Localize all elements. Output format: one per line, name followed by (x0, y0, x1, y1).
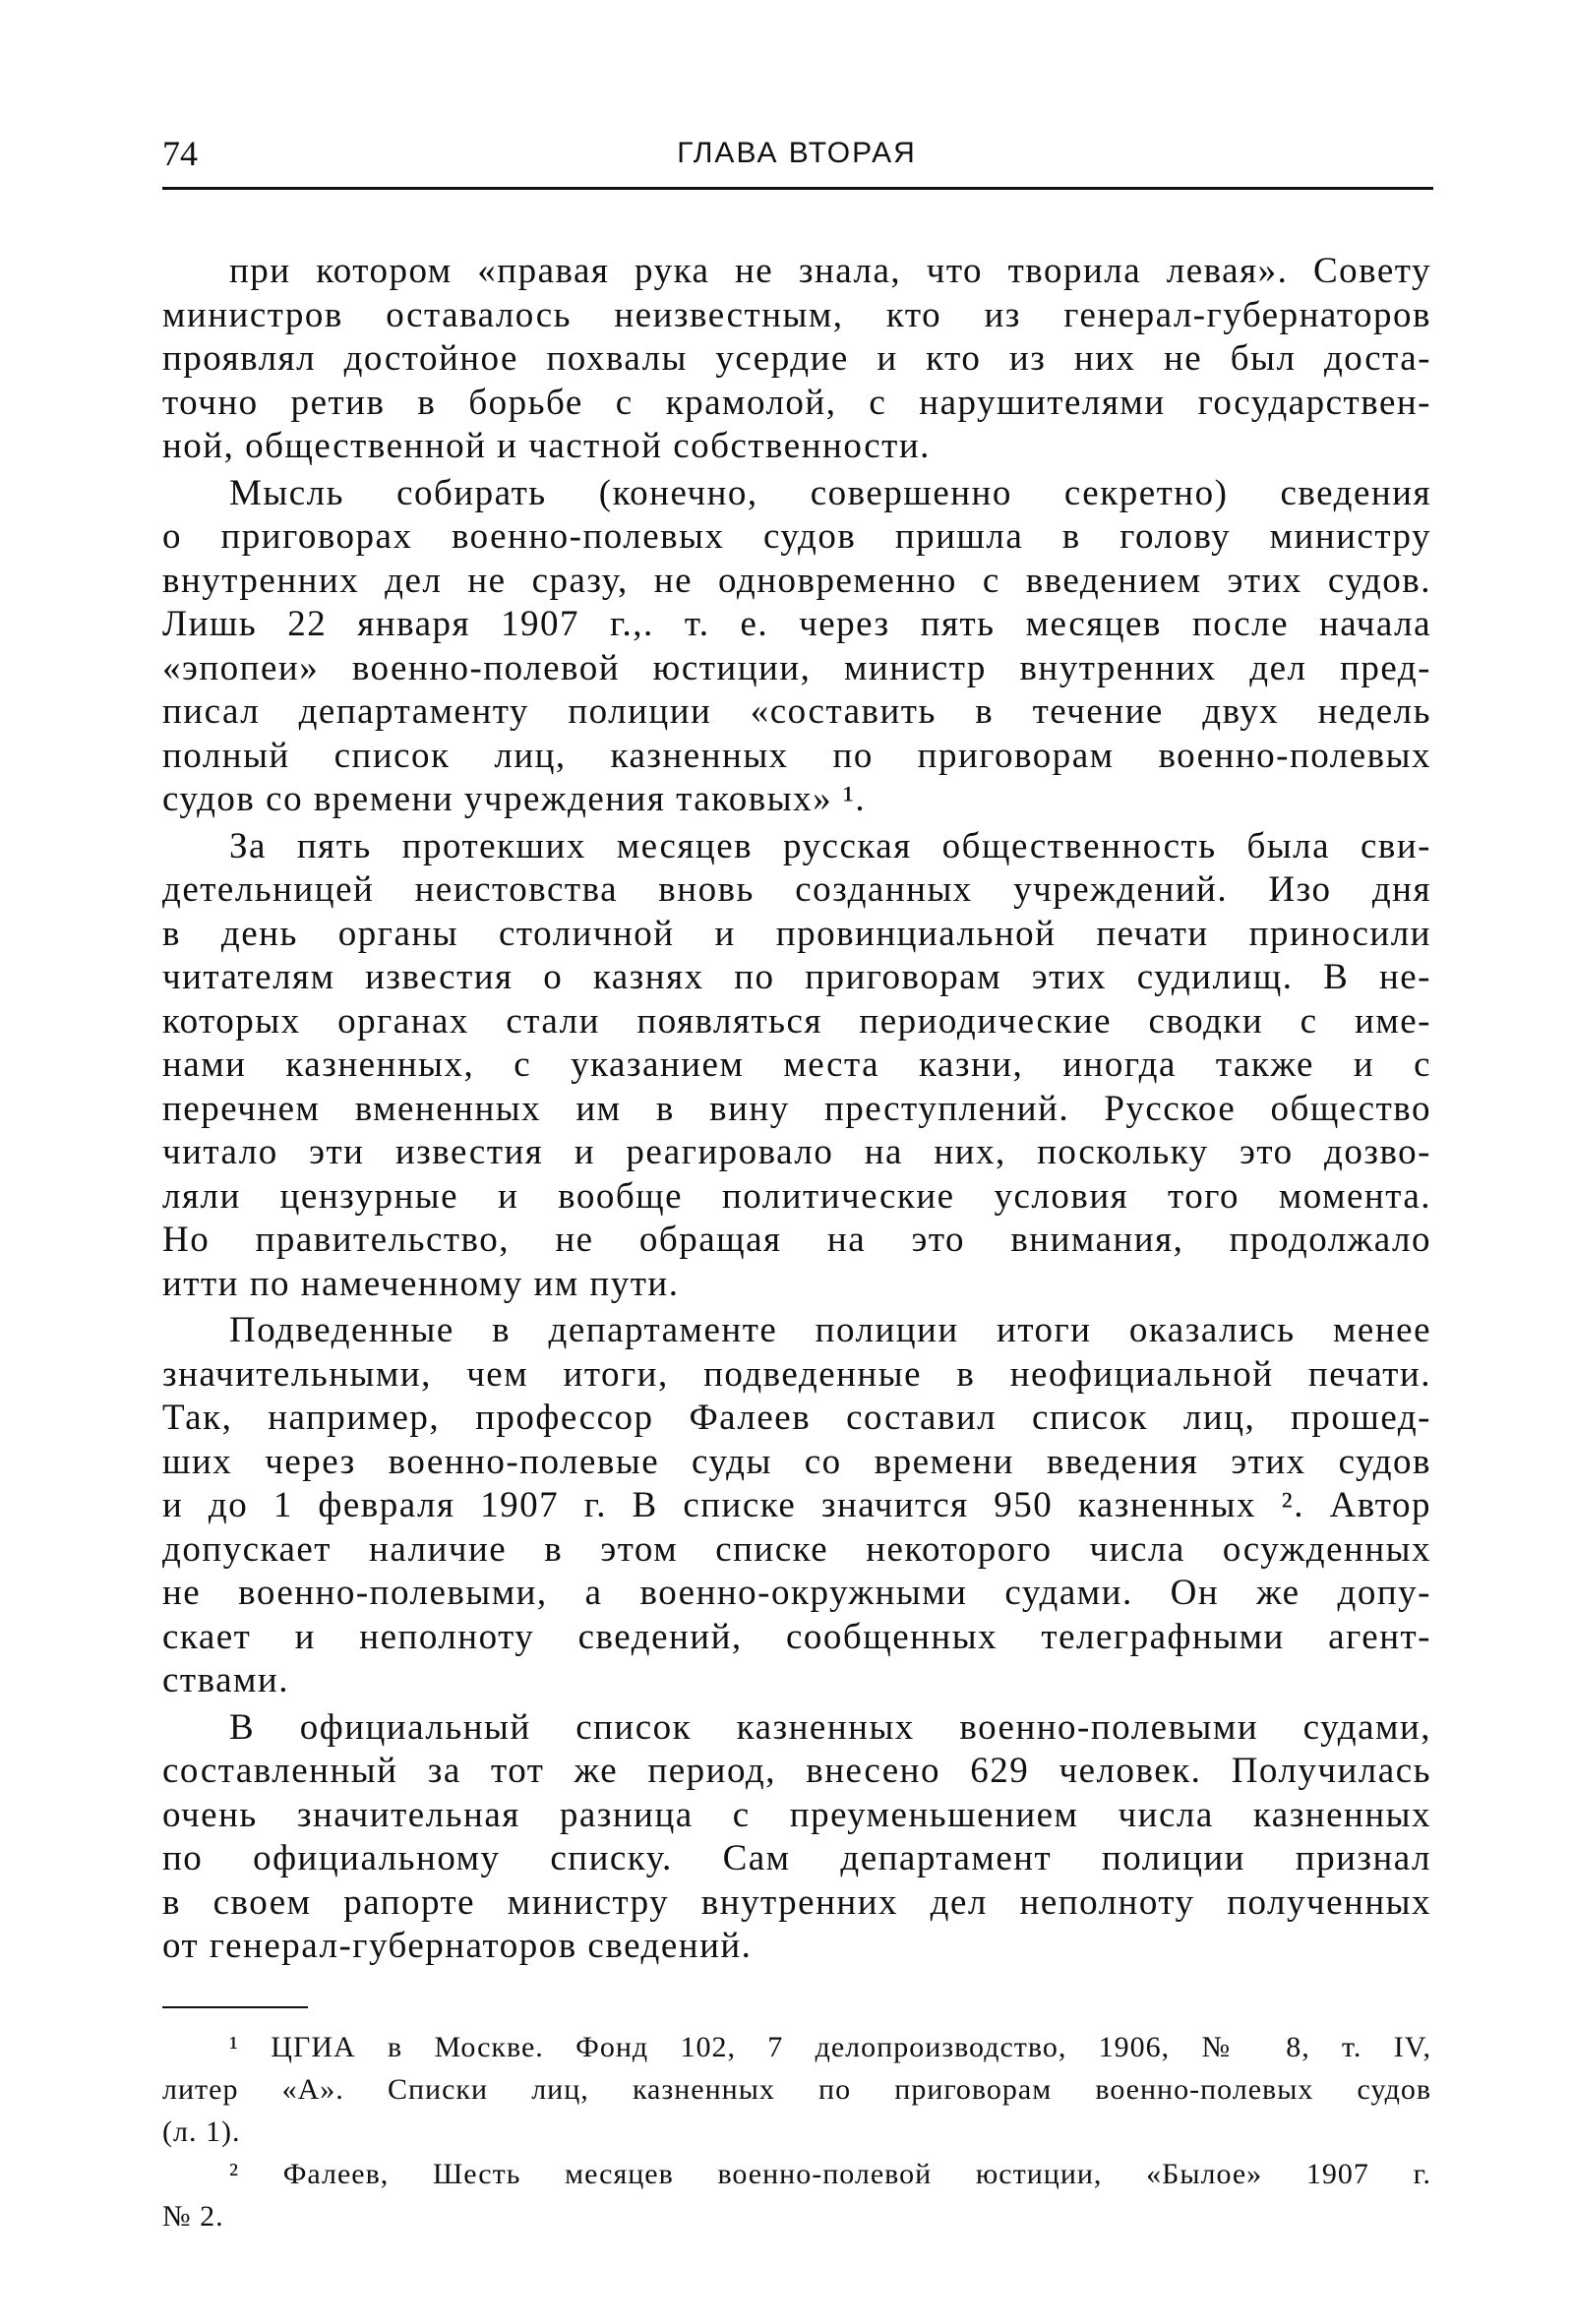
text-line: Так, например, профессор Фалеев составил список лиц, прошед- (162, 1398, 1431, 1438)
text-line: детельницей неистовства вновь созданных учреждений. Изо дня (162, 869, 1431, 910)
text-line: Но правительство, не обращая на это внимания, продолжало (162, 1220, 1431, 1260)
text-line: в день органы столичной и провинциальной печати приносили (162, 913, 1431, 954)
footnote-rule (162, 2006, 308, 2008)
text-line: читателям известия о казнях по приговорам этих судилищ. В не- (162, 957, 1431, 997)
paragraph (162, 825, 1431, 1307)
text-line: составленный за тот же период, внесено 629 человек. Получилась (162, 1751, 1431, 1791)
footnote (162, 2153, 1431, 2237)
text-line: точно ретив в борьбе с крамолой, с нарушителями государствен- (162, 382, 1431, 423)
text-line: допускает наличие в этом списке некоторого числа осужденных (162, 1528, 1431, 1570)
footnote (162, 2026, 1431, 2153)
text-line: ляли цензурные и вообще политические условия того момента. (162, 1175, 1431, 1217)
paragraph (162, 250, 1431, 469)
running-title: ГЛАВА ВТОРАЯ (677, 137, 917, 169)
text-line: значительными, чем итоги, подведенные в неофициальной печати. (162, 1353, 1431, 1395)
running-header (162, 133, 1431, 182)
text-line: «эпопеи» военно-полевой юстиции, министр внутренних дел пред- (162, 647, 1431, 688)
text-line: внутренних дел не сразу, не одновременно с введением этих судов. (162, 560, 1431, 601)
text-line: перечнем вмененных им в вину преступлений. Русское общество (162, 1088, 1431, 1129)
text-line: от генерал-губернаторов сведений. (162, 1926, 753, 1966)
text-line: в своем рапорте министру внутренних дел неполноту полученных (162, 1881, 1431, 1923)
body-text (162, 247, 1431, 1969)
text-line: при котором «правая рука не знала, что творила левая». Совету (229, 251, 1431, 291)
text-line: литер «А». Списки лиц, казненных по приговорам военно-полевых судов (162, 2073, 1431, 2106)
footnotes (162, 2026, 1431, 2237)
text-line: по официальному списку. Сам департамент полиции признал (162, 1838, 1431, 1878)
text-line: которых органах стали появляться периодические сводки с име- (162, 1000, 1431, 1042)
text-line: (л. 1). (162, 2115, 241, 2148)
text-line: читало эти известия и реагировало на них, поскольку это дозво- (162, 1132, 1431, 1172)
page-number: 74 (162, 134, 198, 173)
text-line: полный список лиц, казненных по приговорам военно-полевых (162, 735, 1431, 776)
text-line: итти по намеченному им пути. (162, 1263, 680, 1304)
text-line: судов со времени учреждения таковых» ¹. (162, 779, 867, 819)
text-line: и до 1 февраля 1907 г. В списке значится 950 казненных ². Автор (162, 1485, 1431, 1525)
text-line: нами казненных, с указанием места казни, иногда также и с (162, 1044, 1431, 1085)
text-line: ствами. (162, 1660, 289, 1700)
text-line: ной, общественной и частной собственности. (162, 426, 931, 466)
text-line: очень значительная разница с преуменьшением числа казненных (162, 1794, 1431, 1835)
text-line: ² Фалеев, Шесть месяцев военно-полевой юстиции, «Былое» 1907 г. (229, 2158, 1431, 2190)
text-line: о приговорах военно-полевых судов пришла в голову министру (162, 516, 1431, 557)
text-line: № 2. (162, 2200, 224, 2233)
text-line: проявлял достойное похвалы усердие и кто из них не был доста- (162, 338, 1431, 379)
text-line: скает и неполноту сведений, сообщенных телеграфными агент- (162, 1616, 1431, 1657)
header-rule (162, 187, 1433, 190)
text-line: Лишь 22 января 1907 г.,. т. е. через пять месяцев после начала (162, 604, 1431, 644)
paragraph (162, 1309, 1431, 1703)
paragraph (162, 1706, 1431, 1969)
text-line: В официальный список казненных военно-полевыми судами, (229, 1706, 1431, 1748)
text-line: Подведенные в департаменте полиции итоги оказались менее (229, 1310, 1431, 1350)
text-line: ших через военно-полевые суды со времени введения этих судов (162, 1441, 1431, 1482)
text-line: писал департаменту полиции «составить в течение двух недель (162, 691, 1431, 732)
text-line: За пять протекших месяцев русская общественность была сви- (229, 825, 1431, 866)
text-line: не военно-полевыми, а военно-окружными судами. Он же допу- (162, 1573, 1431, 1613)
text-line: министров оставалось неизвестным, кто из генерал-губернаторов (162, 294, 1431, 335)
paragraph (162, 472, 1431, 822)
text-line: Мысль собирать (конечно, совершенно секретно) сведения (229, 472, 1431, 513)
text-line: ¹ ЦГИА в Москве. Фонд 102, 7 делопроизводство, 1906, № 8, т. IV, (229, 2031, 1431, 2063)
